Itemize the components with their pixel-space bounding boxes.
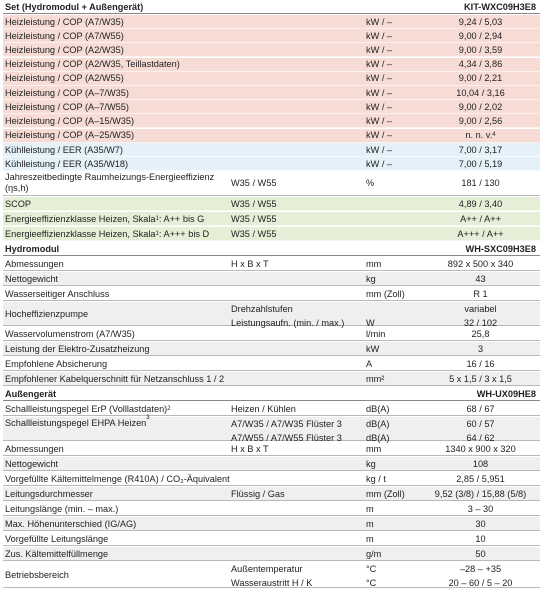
hydro-pump-value-a: variabel: [464, 304, 497, 314]
outdoor-sound-erp-label: Schallleistungspegel ErP (Volllastdaten) 2: [5, 403, 171, 414]
cooling-unit: kW / –: [366, 158, 393, 169]
cooling-value: 7,00 / 5,19: [458, 158, 503, 169]
hydro-dimensions-row: [3, 257, 540, 271]
heating-label: Heizleistung / COP (A–25/W35): [5, 130, 135, 141]
hydro-heater-row: [3, 342, 540, 356]
hydro-cable-row: [3, 372, 540, 386]
outdoor-height-diff-value: 30: [475, 518, 486, 529]
outdoor-range-value-a: –28 – +35: [459, 564, 502, 574]
outdoor-range-conditions: [231, 562, 312, 587]
outdoor-pipe-row: [3, 487, 540, 501]
hydro-flow-value: 25,8: [471, 328, 490, 339]
outdoor-sound-ehpa-value-a: 60 / 57: [466, 419, 495, 429]
heating-row: [3, 86, 540, 100]
heating-unit: kW / –: [366, 73, 393, 84]
hydro-connection-unit: mm (Zoll): [366, 288, 405, 299]
heating-value: n. n. v. 4: [465, 130, 496, 141]
hydro-connection-label: Wasserseitiger Anschluss: [5, 288, 110, 299]
outdoor-height-diff-unit: m: [366, 518, 374, 529]
outdoor-refrigerant-value: 2,85 / 5,951: [456, 473, 505, 484]
hydro-pump-unit-b: W: [366, 318, 375, 328]
heating-value: 4,34 / 3,86: [458, 59, 503, 70]
outdoor-weight-label: Nettogewicht: [5, 458, 59, 469]
outdoor-pipe-condition: Flüssig / Gas: [231, 488, 285, 499]
heating-value: 9,24 / 5,03: [458, 16, 503, 27]
heating-unit: kW / –: [366, 115, 393, 126]
hydro-cable-label: Empfohlener Kabelquerschnitt für Netzanschluss 1 / 2: [5, 373, 225, 384]
hydro-flow-row: [3, 327, 540, 341]
hydro-weight-label: Nettogewicht: [5, 273, 59, 284]
class-row-1: [3, 212, 540, 226]
hydro-pump-conditions: [231, 302, 345, 328]
heating-row: [3, 129, 540, 143]
hydro-model: WH-SXC09H3E8: [465, 243, 536, 254]
class-row-2: [3, 227, 540, 241]
scop-condition: W35 / W55: [231, 198, 277, 209]
hydro-cable-value: 5 x 1,5 / 3 x 1,5: [449, 373, 512, 384]
heating-value: 9,00 / 3,59: [458, 44, 503, 55]
heating-row: [3, 58, 540, 72]
hydro-dimensions-value: 892 x 500 x 340: [447, 258, 514, 269]
outdoor-weight-row: [3, 457, 540, 471]
heating-label: Heizleistung / COP (A2/W35): [5, 44, 124, 55]
outdoor-range-unit-b: °C: [366, 578, 377, 588]
hydro-connection-row: [3, 287, 540, 301]
outdoor-sound-ehpa-condition-b: A7/W55 / A7/W55 Flüster 3: [231, 433, 342, 443]
outdoor-range-unit-a: °C: [366, 564, 377, 574]
outdoor-sound-erp-unit: dB(A): [366, 403, 390, 414]
outdoor-sound-ehpa-row: [3, 417, 540, 441]
set-header-row: [3, 0, 540, 14]
hydro-fuse-unit: A: [366, 358, 373, 369]
heating-row: [3, 114, 540, 128]
outdoor-range-units: [366, 562, 376, 587]
heating-label: Heizleistung / COP (A7/W55): [5, 30, 124, 41]
heating-value: 9,00 / 2,56: [458, 115, 503, 126]
hydro-weight-row: [3, 272, 540, 286]
outdoor-prefilled-length-row: [3, 532, 540, 546]
heating-value: 9,00 / 2,21: [458, 73, 503, 84]
heating-label: Heizleistung / COP (A–7/W35): [5, 87, 129, 98]
outdoor-range-condition-b: Wasseraustritt H / K: [231, 578, 313, 588]
hydro-connection-value: R 1: [473, 288, 488, 299]
outdoor-refrigerant-label: Vorgefüllte Kältemittelmenge (R410A) / CO₂-Äquivalent: [5, 473, 230, 484]
hydro-header-row: [3, 242, 540, 256]
heating-label: Heizleistung / COP (A–15/W35): [5, 115, 135, 126]
cooling-value: 7,00 / 3,17: [458, 144, 503, 155]
outdoor-sound-ehpa-unit-a: dB(A): [366, 419, 390, 429]
heating-row: [3, 29, 540, 43]
hydro-pump-units: [366, 302, 375, 328]
outdoor-dimensions-unit: mm: [366, 443, 382, 454]
outdoor-sound-ehpa-conditions: [231, 417, 342, 443]
outdoor-prefilled-length-value: 10: [475, 533, 486, 544]
outdoor-range-values: [423, 562, 538, 587]
heating-value: 10,04 / 3,16: [456, 87, 505, 98]
hydro-pump-value-b: 32 / 102: [463, 318, 498, 328]
outdoor-dimensions-label: Abmessungen: [5, 443, 64, 454]
efficiency-value: 181 / 130: [461, 177, 500, 188]
efficiency-label: Jahreszeitbedingte Raumheizungs-Energieeffizienz (ηs,h): [5, 172, 215, 193]
outdoor-range-condition-a: Außentemperatur: [231, 564, 303, 574]
hydro-weight-value: 43: [475, 273, 486, 284]
outdoor-pipe-label: Leitungsdurchmesser: [5, 488, 93, 499]
heating-row: [3, 72, 540, 86]
hydro-flow-label: Wasservolumenstrom (A7/W35): [5, 328, 135, 339]
outdoor-prefilled-length-unit: m: [366, 533, 374, 544]
outdoor-dimensions-row: [3, 442, 540, 456]
heating-value: 9,00 / 2,94: [458, 30, 503, 41]
hydro-pump-condition-b: Leistungsaufn. (min. / max.): [231, 318, 345, 328]
outdoor-label: Außengerät: [5, 388, 57, 399]
heating-unit: kW / –: [366, 30, 393, 41]
outdoor-pipe-unit: mm (Zoll): [366, 488, 405, 499]
hydro-label: Hydromodul: [5, 243, 60, 254]
outdoor-refrigerant-unit: kg / t: [366, 473, 386, 484]
outdoor-pipe-length-value: 3 – 30: [467, 503, 494, 514]
hydro-pump-row: [3, 302, 540, 326]
heating-unit: kW / –: [366, 130, 393, 141]
hydro-heater-label: Leistung der Elektro-Zusatzheizung: [5, 343, 150, 354]
heating-label: Heizleistung / COP (A–7/W55): [5, 101, 129, 112]
heating-row: [3, 43, 540, 57]
cooling-row: [3, 143, 540, 157]
outdoor-pipe-value: 9,52 (3/8) / 15,88 (5/8): [434, 488, 527, 499]
outdoor-prefilled-length-label: Vorgefüllte Leitungslänge: [5, 533, 109, 544]
outdoor-extra-refrigerant-row: [3, 547, 540, 561]
scop-row: [3, 197, 540, 211]
outdoor-sound-ehpa-values: [423, 417, 538, 443]
outdoor-extra-refrigerant-label: Zus. Kältemittelfüllmenge: [5, 548, 109, 559]
hydro-cable-unit: mm²: [366, 373, 385, 384]
heating-unit: kW / –: [366, 101, 393, 112]
efficiency-row: [3, 170, 540, 196]
outdoor-extra-refrigerant-unit: g/m: [366, 548, 382, 559]
hydro-dimensions-unit: mm: [366, 258, 382, 269]
outdoor-weight-unit: kg: [366, 458, 376, 469]
outdoor-refrigerant-row: [3, 472, 540, 486]
heating-label: Heizleistung / COP (A7/W35): [5, 16, 124, 27]
class-2-condition: W35 / W55: [231, 228, 277, 239]
class-1-value: A++ / A++: [460, 213, 501, 224]
outdoor-weight-value: 108: [472, 458, 489, 469]
outdoor-dimensions-condition: H x B x T: [231, 443, 269, 454]
heating-row: [3, 15, 540, 29]
heating-unit: kW / –: [366, 44, 393, 55]
hydro-heater-unit: kW: [366, 343, 380, 354]
outdoor-extra-refrigerant-value: 50: [475, 548, 486, 559]
outdoor-range-value-b: 20 – 60 / 5 – 20: [448, 578, 513, 588]
hydro-pump-values: [423, 302, 538, 328]
outdoor-sound-erp-row: [3, 402, 540, 416]
class-2-label: Energieeffizienzklasse Heizen, Skala 1 : A+++ bis D: [5, 228, 210, 239]
cooling-label: Kühlleistung / EER (A35/W18): [5, 158, 129, 169]
hydro-pump-label: Hocheffizienzpumpe: [5, 308, 89, 319]
outdoor-dimensions-value: 1340 x 900 x 320: [445, 443, 516, 454]
outdoor-height-diff-row: [3, 517, 540, 531]
outdoor-sound-ehpa-unit-b: dB(A): [366, 433, 390, 443]
hydro-flow-unit: l/min: [366, 328, 386, 339]
heating-label: Heizleistung / COP (A2/W35, Teillastdaten): [5, 59, 180, 70]
hydro-fuse-value: 16 / 16: [466, 358, 495, 369]
hydro-heater-value: 3: [477, 343, 484, 354]
class-1-label: Energieeffizienzklasse Heizen, Skala 1 : A++ bis G: [5, 213, 205, 224]
hydro-fuse-label: Empfohlene Absicherung: [5, 358, 108, 369]
hydro-pump-condition-a: Drehzahlstufen: [231, 304, 293, 314]
class-2-value: A+++ / A++: [457, 228, 504, 239]
scop-label: SCOP: [5, 198, 32, 209]
hydro-dimensions-label: Abmessungen: [5, 258, 64, 269]
scop-value: 4,89 / 3,40: [458, 198, 503, 209]
outdoor-pipe-length-label: Leitungslänge (min. – max.): [5, 503, 119, 514]
outdoor-sound-erp-value: 68 / 67: [466, 403, 495, 414]
outdoor-pipe-length-row: [3, 502, 540, 516]
heating-value: 9,00 / 2,02: [458, 101, 503, 112]
heating-label: Heizleistung / COP (A2/W55): [5, 73, 124, 84]
outdoor-sound-ehpa-condition-a: A7/W35 / A7/W35 Flüster 3: [231, 419, 342, 429]
set-label: Set (Hydromodul + Außengerät): [5, 1, 144, 12]
heating-unit: kW / –: [366, 87, 393, 98]
class-1-condition: W35 / W55: [231, 213, 277, 224]
heating-row: [3, 100, 540, 114]
hydro-fuse-row: [3, 357, 540, 371]
heating-unit: kW / –: [366, 16, 393, 27]
outdoor-header-row: [3, 387, 540, 401]
hydro-weight-unit: kg: [366, 273, 376, 284]
hydro-dimensions-condition: H x B x T: [231, 258, 269, 269]
outdoor-sound-ehpa-units: [366, 417, 390, 443]
outdoor-height-diff-label: Max. Höhenunterschied (IG/AG): [5, 518, 137, 529]
cooling-unit: kW / –: [366, 144, 393, 155]
outdoor-sound-ehpa-label: Schallleistungspegel EHPA Heizen 3: [5, 415, 150, 428]
efficiency-unit: %: [366, 177, 375, 188]
outdoor-sound-ehpa-value-b: 64 / 62: [466, 433, 495, 443]
outdoor-pipe-length-unit: m: [366, 503, 374, 514]
outdoor-sound-erp-condition: Heizen / Kühlen: [231, 403, 296, 414]
heating-unit: kW / –: [366, 59, 393, 70]
set-model: KIT-WXC09H3E8: [464, 1, 536, 12]
efficiency-condition: W35 / W55: [231, 177, 277, 188]
outdoor-model: WH-UX09HE8: [476, 388, 536, 399]
outdoor-range-label: Betriebsbereich: [5, 569, 69, 580]
outdoor-range-row: [3, 562, 540, 588]
cooling-label: Kühlleistung / EER (A35/W7): [5, 144, 123, 155]
